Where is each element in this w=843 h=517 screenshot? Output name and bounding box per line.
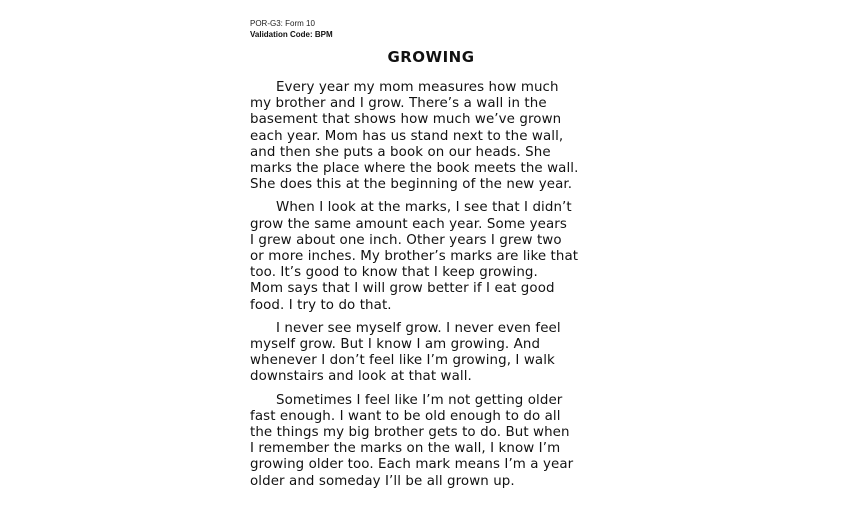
text-line: Mom says that I will grow better if I eat good [250, 281, 555, 297]
text-line: I grew about one inch. Other years I grew two [250, 232, 562, 248]
text-line: whenever I don’t feel like I’m growing, I walk [250, 353, 555, 369]
text-line: food. I try to do that. [250, 297, 392, 313]
text-line: my brother and I grow. There’s a wall in the [250, 96, 547, 112]
text-line: grow the same amount each year. Some years [250, 216, 567, 232]
text-line: She does this at the beginning of the new year. [250, 177, 573, 193]
text-line: Every year my mom measures how much [276, 80, 559, 95]
text-line: basement that shows how much we’ve grown [250, 112, 562, 128]
text-line: downstairs and look at that wall. [250, 369, 472, 385]
paragraph-4 [250, 393, 600, 490]
text-line: each year. Mom has us stand next to the wall, [250, 128, 564, 144]
text-line: I remember the marks on the wall, I know I’m [250, 441, 561, 457]
text-line: older and someday I’ll be all grown up. [250, 473, 515, 489]
text-line: When I look at the marks, I see that I didn’t [276, 200, 572, 216]
paragraph-2 [250, 200, 600, 313]
paragraph-3 [250, 321, 600, 386]
text-line: or more inches. My brother’s marks are like that [250, 249, 579, 265]
form-id: POR-G3: Form 10 [250, 19, 315, 28]
text-line: marks the place where the book meets the wall. [250, 161, 579, 177]
text-line: and then she puts a book on our heads. She [250, 144, 551, 160]
story-body [250, 80, 600, 490]
text-line: too. It’s good to know that I keep growing. [250, 265, 538, 281]
story-title: GROWING [387, 48, 475, 66]
text-line: Sometimes I feel like I’m not getting older [276, 392, 563, 408]
document-page [250, 18, 600, 497]
validation-code: Validation Code: BPM [250, 30, 333, 39]
text-line: growing older too. Each mark means I’m a year [250, 457, 574, 473]
text-line: myself grow. But I know I am growing. And [250, 337, 541, 353]
text-line: I never see myself grow. I never even feel [276, 320, 561, 336]
text-line: fast enough. I want to be old enough to do all [250, 408, 561, 424]
text-line: the things my big brother gets to do. But when [250, 425, 570, 441]
paragraph-1 [250, 80, 600, 193]
